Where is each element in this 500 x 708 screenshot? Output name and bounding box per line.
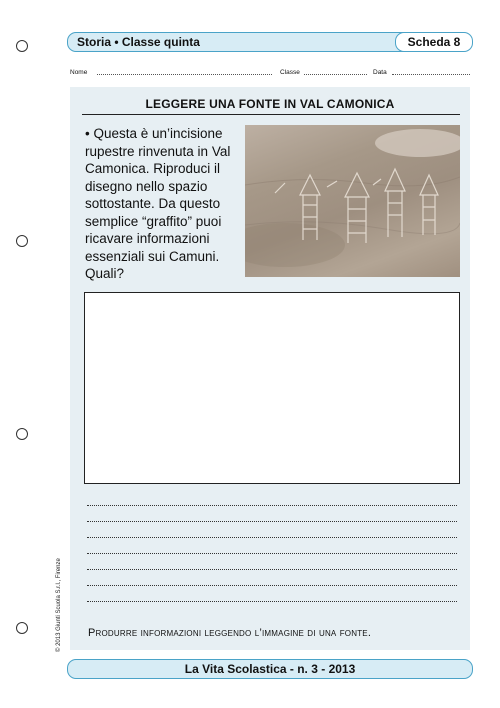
sheet-number-label: Scheda 8 bbox=[407, 35, 461, 49]
header-bar bbox=[67, 32, 473, 52]
name-field[interactable] bbox=[97, 74, 272, 75]
binder-hole bbox=[16, 235, 28, 247]
title-divider bbox=[82, 114, 460, 115]
binder-hole bbox=[16, 40, 28, 52]
writing-line[interactable] bbox=[87, 505, 457, 506]
writing-line[interactable] bbox=[87, 601, 457, 602]
class-field[interactable] bbox=[304, 74, 367, 75]
drawing-area[interactable] bbox=[84, 292, 460, 484]
binder-hole bbox=[16, 622, 28, 634]
name-label: Nome bbox=[70, 69, 88, 76]
writing-line[interactable] bbox=[87, 521, 457, 522]
learning-objective: Produrre informazioni leggendo l’immagine di una fonte. bbox=[88, 627, 372, 639]
rock-engraving-illustration bbox=[245, 125, 460, 277]
class-label: Classe bbox=[280, 69, 300, 76]
date-label: Data bbox=[373, 69, 387, 76]
date-field[interactable] bbox=[392, 74, 470, 75]
worksheet-title: LEGGERE UNA FONTE IN VAL CAMONICA bbox=[145, 97, 395, 111]
student-info-fields bbox=[70, 68, 470, 80]
header-subject-area bbox=[68, 33, 398, 51]
writing-line[interactable] bbox=[87, 537, 457, 538]
instruction-text: • Questa è un’incisione rupestre rinvenuta in Val Camonica. Riproduci il disegno nello spazio sottostante. Da questo semplice “graffito” puoi ricavare informazioni essenziali sui Camuni. Quali? bbox=[85, 126, 231, 281]
subject-label: Storia • Classe quinta bbox=[77, 35, 200, 49]
footer-bar bbox=[67, 659, 473, 679]
worksheet-panel bbox=[70, 87, 470, 650]
publication-label: La Vita Scolastica - n. 3 - 2013 bbox=[184, 662, 356, 676]
binder-hole bbox=[16, 428, 28, 440]
writing-line[interactable] bbox=[87, 553, 457, 554]
copyright-notice: © 2013 Giunti Scuola S.r.l., Firenze bbox=[56, 558, 62, 652]
writing-line[interactable] bbox=[87, 585, 457, 586]
sheet-number-badge bbox=[395, 32, 473, 52]
rock-engraving-photo bbox=[245, 125, 460, 277]
writing-line[interactable] bbox=[87, 569, 457, 570]
